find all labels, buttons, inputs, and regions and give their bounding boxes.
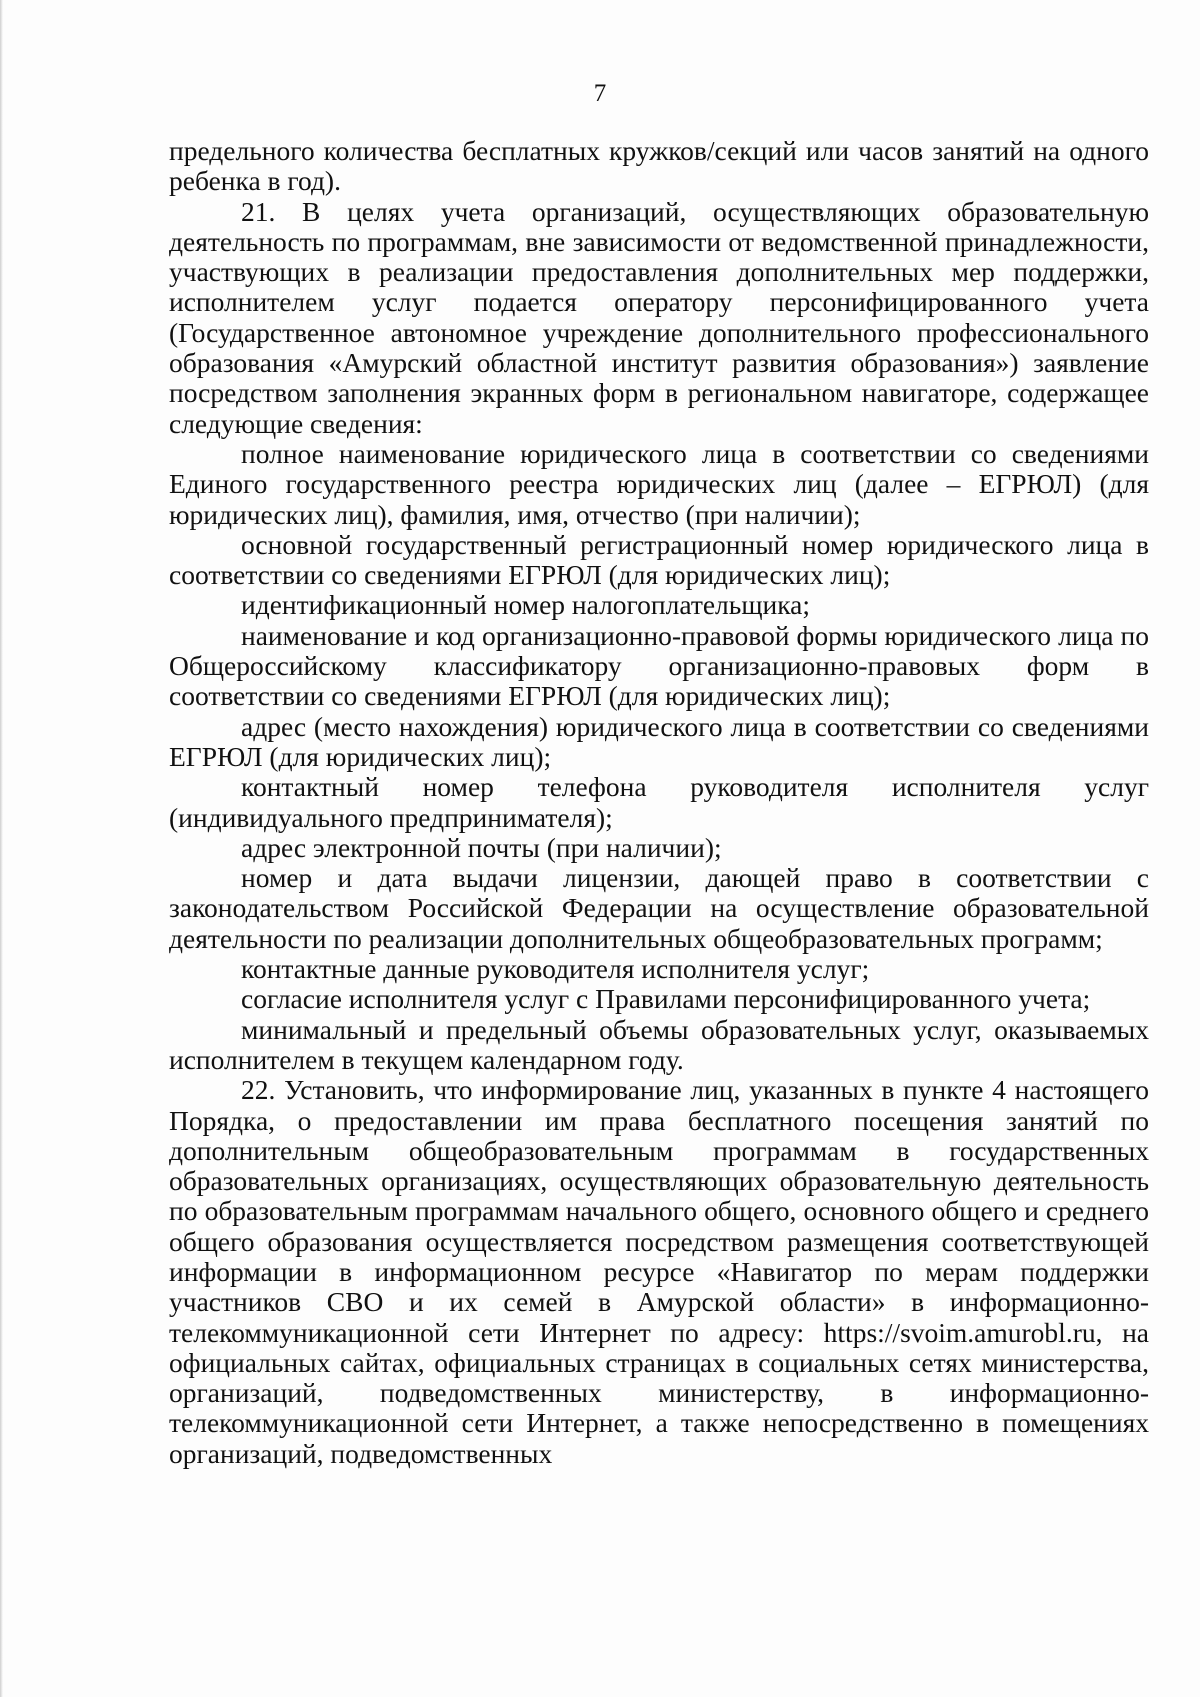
paragraph: адрес (место нахождения) юридического лица в соответствии со сведениями ЕГРЮЛ (для юридических лиц);	[169, 710, 1149, 772]
paragraph: полное наименование юридического лица в соответствии со сведениями Единого государственного реестра юридических лиц (далее – ЕГРЮЛ) (для юридических лиц), фамилия, имя, отчество (при наличии);	[169, 437, 1149, 530]
paragraph: минимальный и предельный объемы образовательных услуг, оказываемых исполнителем в текущем календарном году.	[169, 1013, 1149, 1075]
paragraph: номер и дата выдачи лицензии, дающей право в соответствии с законодательством Российской Федерации на осуществление образовательной деятельности по реализации дополнительных общеобразовательных программ;	[169, 862, 1149, 954]
paragraph: адрес электронной почты (при наличии);	[241, 831, 722, 863]
paragraph: идентификационный номер налогоплательщика;	[241, 589, 811, 621]
paragraph: 21. В целях учета организаций, осуществляющих образовательную деятельность по программам, вне зависимости от ведомственной принадлежности, участвующих в реализации предоставления дополнительных мер поддержки, исполнителем услуг подается оператору персонифицированного учета (Государственное автономное учреждение дополнительного профессионального образования «Амурский областной институт развития образования») заявление посредством заполнения экранных форм в региональном навигаторе, содержащее следующие сведения:	[169, 195, 1149, 439]
paragraph: основной государственный регистрационный номер юридического лица в соответствии со сведениями ЕГРЮЛ (для юридических лиц);	[169, 528, 1149, 591]
paragraph: предельного количества бесплатных кружков/секций или часов занятий на одного ребенка в год).	[169, 135, 1149, 197]
paragraph: 22. Установить, что информирование лиц, указанных в пункте 4 настоящего Порядка, о предоставлении им права бесплатного посещения занятий по дополнительным общеобразовательным программам в государственных образовательных организациях, осуществляющих образовательную деятельность по образовательным программам начального общего, основного общего и среднего общего образования осуществляется посредством размещения соответствующей информации в информационном ресурсе «Навигатор по мерам поддержки участников СВО и их семей в Амурской области» в информационно-телекоммуникационной сети Интернет по адресу: https://svoim.amurobl.ru, на официальных сайтах, официальных страницах в социальных сетях министерства, организаций, подведомственных министерству, в информационно-телекоммуникационной сети Интернет, а также непосредственно в помещениях организаций, подведомственных	[169, 1074, 1149, 1469]
scan-edge-shadow	[0, 0, 3, 1697]
paragraph: согласие исполнителя услуг с Правилами персонифицированного учета;	[241, 983, 1091, 1015]
paragraph: контактный номер телефона руководителя исполнителя услуг (индивидуального предпринимателя);	[169, 771, 1149, 833]
paragraph: наименование и код организационно-правовой формы юридического лица по Общероссийскому классификатору организационно-правовых форм в соответствии со сведениями ЕГРЮЛ (для юридических лиц);	[169, 619, 1149, 712]
paragraph: контактные данные руководителя исполнителя услуг;	[241, 953, 870, 985]
page-number: 7	[593, 80, 607, 107]
document-body	[169, 136, 1149, 1469]
